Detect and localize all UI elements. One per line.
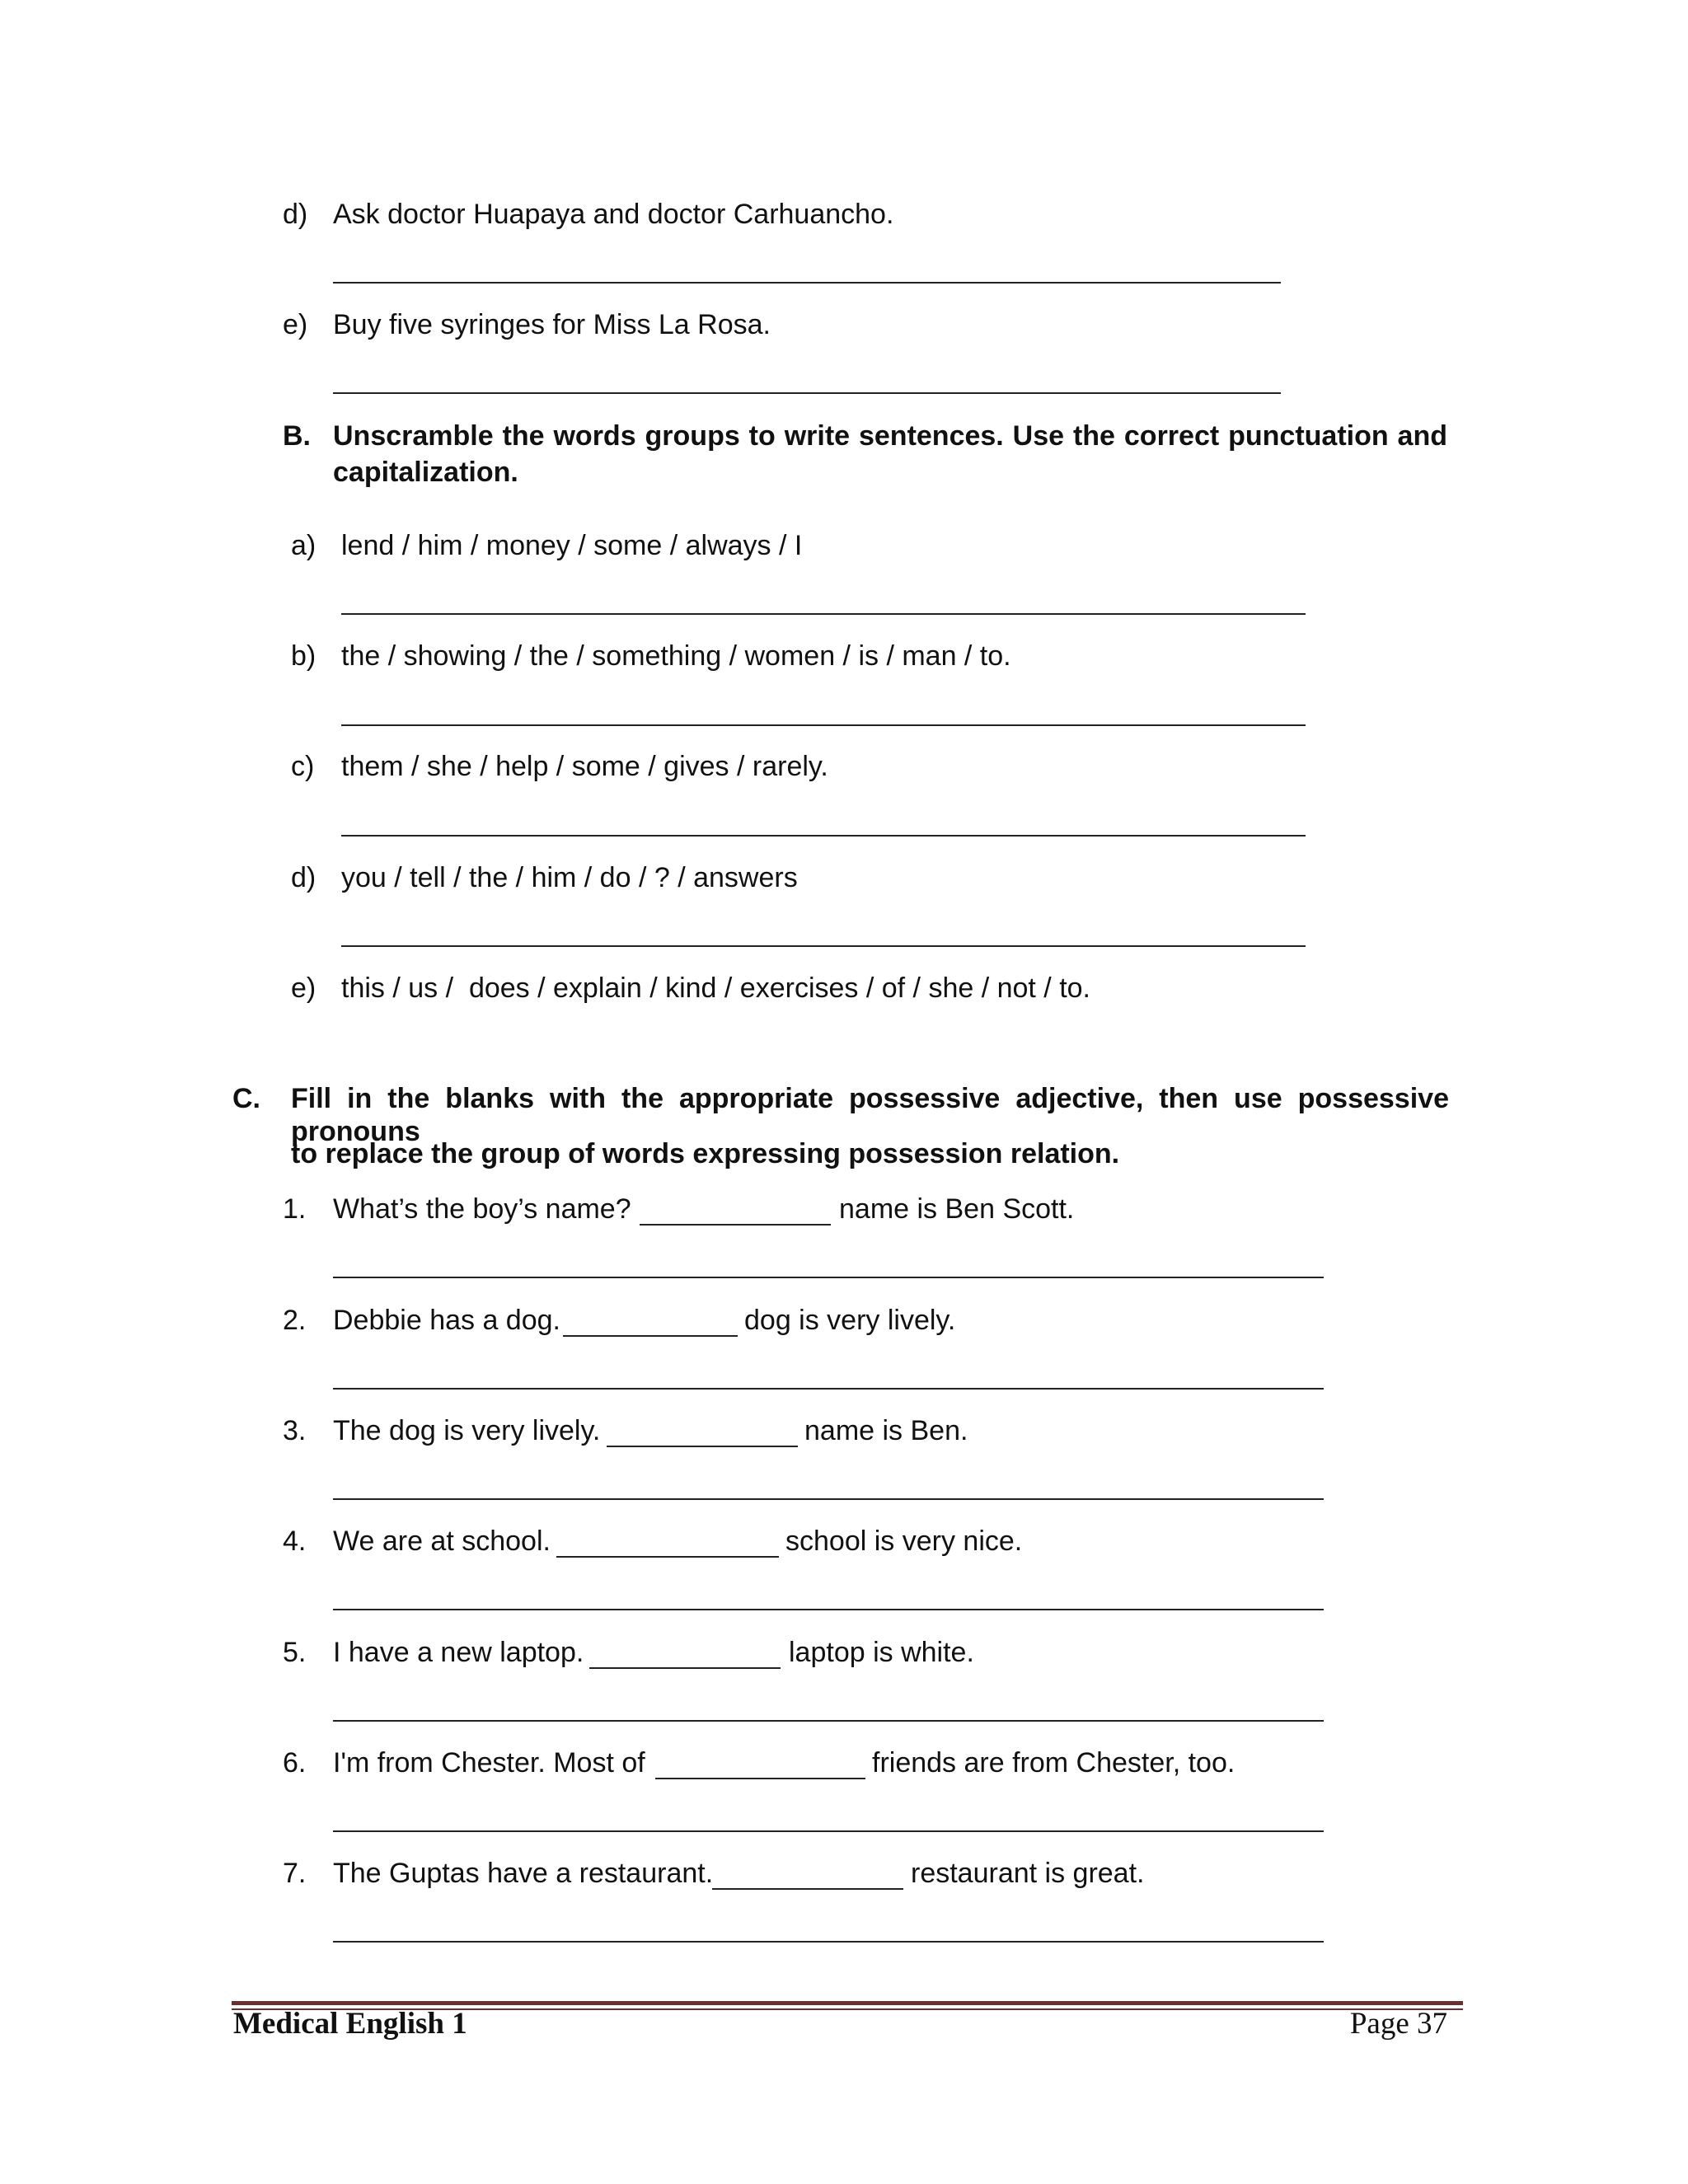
item-number: 3. [283, 1415, 307, 1446]
blank-field[interactable] [712, 1888, 903, 1890]
item-label: d) [283, 199, 308, 230]
blank-field[interactable] [563, 1335, 738, 1337]
item-text: you / tell / the / him / do / ? / answers [341, 862, 798, 893]
answer-line[interactable] [333, 1498, 1324, 1500]
answer-line[interactable] [333, 1941, 1324, 1943]
answer-line[interactable] [333, 392, 1281, 394]
item-text: restaurant is great. [911, 1858, 1145, 1889]
item-label: d) [291, 862, 316, 893]
answer-line[interactable] [333, 1830, 1324, 1832]
answer-line[interactable] [341, 724, 1306, 726]
section-b-instruction: Unscramble the words groups to write sentences. Use the correct punctuation and [333, 420, 1447, 452]
answer-line[interactable] [333, 1609, 1324, 1610]
answer-line[interactable] [333, 1388, 1324, 1390]
item-text: Debbie has a dog. [333, 1305, 560, 1336]
item-text: lend / him / money / some / always / I [341, 530, 803, 561]
item-text: Ask doctor Huapaya and doctor Carhuancho. [333, 199, 894, 230]
section-c-label: C. [232, 1083, 260, 1114]
answer-line[interactable] [333, 282, 1281, 284]
section-c-instruction: Fill in the blanks with the appropriate possessive adjective, then use possessive pronouns [291, 1083, 1449, 1147]
item-text: Buy five syringes for Miss La Rosa. [333, 309, 771, 340]
footer-title: Medical English 1 [233, 2007, 467, 2041]
section-c-instruction-cont: to replace the group of words expressing possession relation. [291, 1138, 1120, 1169]
item-label: c) [291, 751, 315, 782]
item-number: 4. [283, 1526, 307, 1557]
item-text: them / she / help / some / gives / rarely. [341, 751, 828, 782]
item-text: I have a new laptop. [333, 1637, 584, 1668]
item-label: e) [291, 972, 316, 1004]
answer-line[interactable] [341, 945, 1306, 947]
item-text: friends are from Chester, too. [872, 1747, 1236, 1779]
blank-field[interactable] [655, 1778, 865, 1779]
answer-line[interactable] [341, 835, 1306, 837]
item-number: 5. [283, 1637, 307, 1668]
answer-line[interactable] [333, 1277, 1324, 1278]
blank-field[interactable] [607, 1446, 798, 1447]
item-label: e) [283, 309, 308, 340]
answer-line[interactable] [333, 1720, 1324, 1722]
item-text: We are at school. [333, 1526, 551, 1557]
item-text: school is very nice. [785, 1526, 1023, 1557]
section-b-label: B. [283, 420, 311, 452]
item-text: I'm from Chester. Most of [333, 1747, 645, 1779]
item-text: What’s the boy’s name? [333, 1193, 631, 1225]
blank-field[interactable] [589, 1667, 781, 1669]
item-number: 6. [283, 1747, 307, 1779]
blank-field[interactable] [556, 1556, 779, 1558]
item-text: this / us / does / explain / kind / exercises / of / she / not / to. [341, 972, 1091, 1004]
item-number: 1. [283, 1193, 307, 1225]
item-number: 7. [283, 1858, 307, 1889]
page-number: Page 37 [1349, 2007, 1447, 2041]
item-text: The Guptas have a restaurant. [333, 1858, 714, 1889]
item-text: name is Ben Scott. [839, 1193, 1075, 1225]
item-text: laptop is white. [789, 1637, 974, 1668]
item-text: the / showing / the / something / women / is / man / to. [341, 640, 1011, 672]
section-b-instruction-cont: capitalization. [333, 457, 518, 488]
item-text: The dog is very lively. [333, 1415, 601, 1446]
item-text: dog is very lively. [744, 1305, 956, 1336]
item-text: name is Ben. [804, 1415, 968, 1446]
item-label: a) [291, 530, 316, 561]
item-label: b) [291, 640, 316, 672]
answer-line[interactable] [341, 613, 1306, 615]
blank-field[interactable] [640, 1224, 831, 1226]
item-number: 2. [283, 1305, 307, 1336]
footer-rule [232, 2001, 1463, 2005]
